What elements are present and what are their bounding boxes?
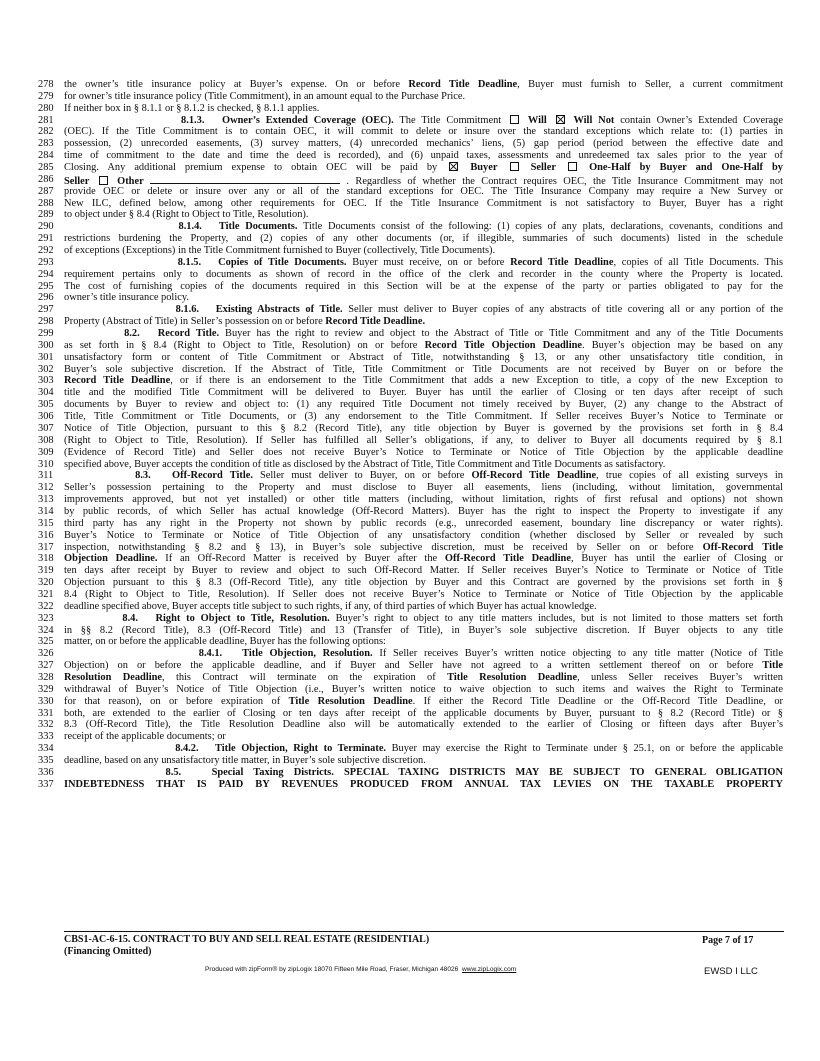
line-text: requirement pertains only to documents as shown of record in the office of the clerk and recorder in the county where the Property is located. [64,268,783,280]
line-number: 327 [38,660,54,672]
line-number: 331 [38,707,54,719]
document-line [38,719,783,731]
document-line [38,340,783,352]
document-line [38,482,783,494]
document-line [38,198,783,210]
line-text: deadline specified above, Buyer accepts title subject to such rights, if any, of third parties of which Buyer has actual knowledge. [64,600,597,612]
checkbox[interactable] [510,115,519,124]
line-number: 295 [38,280,54,292]
document-line [38,755,783,767]
line-number: 318 [38,553,54,565]
document-line [38,387,783,399]
line-number: 321 [38,588,54,600]
line-number: 279 [38,90,54,102]
line-number: 289 [38,209,54,221]
line-text: INDEBTEDNESS THAT IS PAID BY REVENUES PRODUCED FROM ANNUAL TAX LEVIES ON THE TAXABLE PROPERTY [64,778,783,790]
document-line [38,150,783,162]
document-line [38,459,783,471]
line-number: 315 [38,517,54,529]
document-line [38,257,783,269]
document-line [38,767,783,779]
document-line [38,684,783,696]
document-line [38,364,783,376]
document-line [38,731,783,743]
document-line [38,423,783,435]
line-number: 325 [38,636,54,648]
document-line [38,577,783,589]
line-text: third party has any right in the Property not shown by public records (e.g., unrecorded easement, boundary line discrepancy or water rights). [64,517,783,529]
line-text: 8.3 (Off-Record Title), the Title Resolution Deadline also will be automatically extended to the earlier of Closing or fifteen days after Buyer’s [64,719,783,731]
line-text: deadline, based on any unsatisfactory title matter, in Buyer’s sole subjective discretion. [64,754,426,766]
line-text: Buyer’s sole subjective discretion. If the Abstract of Title, Title Commitment or Title Documents are not received by Buyer on or before the [64,363,783,375]
document-line [38,708,783,720]
document-line [38,518,783,530]
document-line [38,435,783,447]
line-text: unsatisfactory form or content of Title Commitment or Abstract of Title, notwithstanding § 13, or any other unsatisfactory title condition, in [64,351,783,363]
document-line [38,553,783,565]
line-number: 284 [38,150,54,162]
line-text: (OEC). If the Title Commitment is to contain OEC, it will commit to delete or insure over the standard exceptions which relate to: (1) parties in [64,126,783,138]
line-number: 294 [38,268,54,280]
document-line [38,233,783,245]
line-number: 304 [38,387,54,399]
document-line [38,506,783,518]
document-line [38,660,783,672]
line-number: 322 [38,600,54,612]
line-text: Closing. Any additional premium expense to obtain OEC will be paid by Buyer Seller One-Half by Buyer and One-Half by [64,162,783,174]
line-number: 282 [38,126,54,138]
document-line [38,316,783,328]
document-line [38,613,783,625]
document-line [38,672,783,684]
line-text: Buyer’s Notice to Terminate or Notice of Title Objection of any unsatisfactory condition (whether disclosed by Seller or revealed by such [64,529,783,541]
line-text: of exceptions (Exceptions) in the Title Commitment furnished to Buyer (collectively, Title Documents). [64,245,496,257]
document-line [38,292,783,304]
line-text: 8.2. Record Title. Buyer has the right to review and object to the Abstract of Title or Title Commitment and any of the Title Documents [124,328,783,340]
line-text: owner’s title insurance policy. [64,292,189,304]
line-number: 296 [38,292,54,304]
document-line [38,589,783,601]
line-text: Property (Abstract of Title) in Seller’s possession on or before Record Title Deadline. [64,316,426,328]
document-line [38,375,783,387]
line-number: 287 [38,185,54,197]
line-text: 8.1.4. Title Documents. Title Documents consist of the following: (1) copies of any plats, declarations, covenants, conditions and [178,221,783,233]
document-line [38,648,783,660]
document-line [38,470,783,482]
producer-text: Produced with zipForm® by zipLogix 18070 Fifteen Mile Road, Fraser, Michigan 48026 [205,966,459,973]
line-text: Resolution Deadline, this Contract will terminate on the expiration of Title Resolution Deadline, unless Seller receives Buyer’s written [64,671,783,683]
line-text: 8.4.1. Title Objection, Resolution. If Seller receives Buyer’s written notice objecting to any title matter (Notice of Title [198,648,783,660]
line-text: 8.4. Right to Object to Title, Resolution. Buyer’s right to object to any title matters includes, but is not limited to those matters set forth [122,612,783,624]
producer-link[interactable]: www.zipLogix.com [462,966,517,973]
document-line [38,352,783,364]
checkbox-checked[interactable] [556,115,565,124]
document-line [38,221,783,233]
line-number: 323 [38,612,54,624]
line-number: 307 [38,422,54,434]
document-line [38,601,783,613]
line-text: the owner’s title insurance policy at Buyer’s expense. On or before Record Title Deadline, Buyer must furnish to Seller, a current commitment [64,79,783,90]
line-text: both, are extended to the earlier of Closing or ten days after receipt of the applicable documents by Buyer, pursuant to § 8.2 (Record Title) or § [64,707,783,719]
line-number: 303 [38,375,54,387]
document-line [38,542,783,554]
company-name: EWSD I LLC [704,966,758,977]
line-text: Seller Other . Regardless of whether the Contract requires OEC, the Title Insurance Commitment may not [64,175,783,186]
document-line [38,245,783,257]
line-number: 298 [38,316,54,328]
line-text: matter, on or before the applicable deadline, Buyer has the following options: [64,636,386,648]
document-line [38,530,783,542]
line-text: withdrawal of Buyer’s Notice of Title Objection (i.e., Buyer’s written notice to waive objection to such items and waives the Right to Terminate [64,683,783,695]
document-line [38,636,783,648]
line-number: 314 [38,505,54,517]
line-text: Objection pursuant to this § 8.3 (Off-Record Title), any title objection by Buyer and this Contract are governed by the provisions set forth in § [64,577,783,589]
line-text: by public records, of which Seller has actual knowledge (Off-Record Matters). Buyer has the right to inspect the Property to investigate if any [64,505,783,517]
line-number: 335 [38,754,54,766]
document-line [38,79,783,91]
line-number: 336 [38,766,54,778]
line-number: 301 [38,351,54,363]
line-text: time of commitment to the date and time the deed is recorded), and (6) unpaid taxes, assessments and unredeemed tax sales prior to the year of [64,150,783,162]
document-line [38,126,783,138]
line-text: 8.5. Special Taxing Districts. SPECIAL TAXING DISTRICTS MAY BE SUBJECT TO GENERAL OBLIGATION [165,766,783,778]
document-line [38,304,783,316]
line-text: Notice of Title Objection, pursuant to this § 8.2 (Record Title), any title objection by Buyer is governed by the provisions set forth in § 8.4 [64,422,783,434]
line-number: 309 [38,446,54,458]
line-text: inspection, notwithstanding § 8.2 and § 13), in Buyer’s sole subjective discretion, must be received by Seller on or before Off-Record Title [64,541,783,553]
line-number: 291 [38,233,54,245]
line-number: 292 [38,245,54,257]
line-text: specified above, Buyer accepts the condition of title as disclosed by the Abstract of Title, Title Commitment and Title Documents as satisfactory. [64,458,666,470]
line-text: Title, Title Commitment or Title Documents, or (3) any endorsement to the Title Commitment. If Seller receives Buyer’s Notice to Terminate or [64,411,783,423]
line-text: Seller’s possession pertaining to the Property and must disclose to Buyer all easements, liens (including, without limitation, governmental [64,482,783,494]
document-line [38,174,783,186]
line-text: New ILC, defined below, among other requirements for OEC. If the Title Insurance Commitment is not satisfactory to Buyer, Buyer has a right [64,197,783,209]
line-text: The cost of furnishing copies of the documents required in this Section will be at the expense of the party or parties obligated to pay for the [64,280,783,292]
line-text: (Evidence of Record Title) and Seller does not receive Buyer’s Notice to Terminate or Notice of Title Objection by the applicable deadline [64,446,783,458]
line-text: for that reason), on or before expiration of Title Resolution Deadline. If either the Record Title Deadline or the Off-Record Title Deadline, or [64,695,783,707]
document-line [38,411,783,423]
line-text: Objection) on or before the applicable deadline, and if Buyer and Seller have not agreed to a written settlement thereof on or before Title [64,660,783,672]
document-line [38,447,783,459]
producer-credit [205,966,516,973]
line-number: 316 [38,529,54,541]
line-text: title and the modified Title Commitment will be delivered to Buyer. Buyer has until the earlier of Closing or ten days after receipt of such [64,387,783,399]
line-text: ten days after receipt by Buyer to review and object to such Off-Record Matter. If Seller receives Buyer’s Notice to Terminate or Notice of Title [64,565,783,577]
line-number: 317 [38,541,54,553]
document-line [38,115,783,127]
document-line [38,743,783,755]
line-number: 308 [38,434,54,446]
line-number: 302 [38,363,54,375]
line-number: 320 [38,577,54,589]
line-text: provide OEC or delete or insure over any or all of the standard exceptions for OEC. The Title Insurance Company may require a New Survey or [64,185,783,197]
line-number: 305 [38,399,54,411]
line-number: 286 [38,173,54,185]
checkbox[interactable] [510,162,519,171]
form-identifier [64,934,429,958]
line-number: 306 [38,411,54,423]
document-line [38,269,783,281]
line-number: 278 [38,79,54,90]
page-number: Page 7 of 17 [702,935,754,946]
checkbox[interactable] [568,162,577,171]
line-text: 8.1.5. Copies of Title Documents. Buyer must receive, on or before Record Title Deadline, copies of all Title Documents. This [177,256,783,268]
document-line [38,186,783,198]
document-line [38,494,783,506]
document-line [38,328,783,340]
line-number: 334 [38,743,54,755]
form-subtitle: (Financing Omitted) [64,946,152,957]
line-text: 8.3. Off-Record Title. Seller must deliver to Buyer, on or before Off-Record Title Deadline, true copies of all existing surveys in [135,470,783,482]
line-number: 297 [38,304,54,316]
document-line [38,696,783,708]
line-number: 333 [38,731,54,743]
form-title: CBS1-AC-6-15. CONTRACT TO BUY AND SELL REAL ESTATE (RESIDENTIAL) [64,934,430,945]
line-number: 337 [38,778,54,790]
line-text: Record Title Deadline, or if there is an endorsement to the Title Commitment that adds a new Exception to title, a copy of the new Exception to [64,375,783,387]
line-number: 281 [38,114,54,126]
line-text: possession, (2) unrecorded easements, (3) survey matters, (4) unrecorded mechanics’ liens, (5) gap period (period between the effective date and [64,138,783,150]
line-text: If neither box in § 8.1.1 or § 8.1.2 is checked, § 8.1.1 applies. [64,102,320,114]
checkbox-checked[interactable] [449,162,458,171]
line-number: 293 [38,256,54,268]
line-text: in §§ 8.2 (Record Title), 8.3 (Off-Record Title) and 13 (Transfer of Title), in Buyer’s sole subjective discretion. If Buyer objects to any title [64,624,783,636]
line-text: Objection Deadline. If an Off-Record Matter is received by Buyer after the Off-Record Title Deadline, Buyer has until the earlier of Closing or [64,553,783,565]
line-text: improvements approved, but not yet installed) or other title matters (including, without limitation, rights of first refusal and options) not shown [64,494,783,506]
line-number: 326 [38,648,54,660]
line-number: 288 [38,197,54,209]
document-line [38,565,783,577]
document-line [38,138,783,150]
line-number: 299 [38,328,54,340]
line-text: to object under § 8.4 (Right to Object to Title, Resolution). [64,209,309,221]
line-number: 283 [38,138,54,150]
line-text: 8.4 (Right to Object to Title, Resolution). If Seller does not receive Buyer’s Notice to Terminate or Notice of Title Objection by the applicable [64,588,783,600]
blank-fill-line[interactable] [150,174,340,184]
line-number: 311 [38,470,54,482]
document-line [38,399,783,411]
line-number: 280 [38,102,54,114]
line-text: documents by Buyer to review and object to: (1) any required Title Document not timely received by Buyer, (2) any change to the Abstract of [64,399,783,411]
line-number: 285 [38,162,54,174]
document-line [38,779,783,791]
document-line [38,209,783,221]
document-line [38,281,783,293]
line-text: 8.1.6. Existing Abstracts of Title. Seller must deliver to Buyer copies of any abstracts of title covering all or any portion of the [175,304,783,316]
line-number: 328 [38,671,54,683]
line-text: receipt of the applicable documents; or [64,731,226,743]
line-number: 329 [38,683,54,695]
line-number: 319 [38,565,54,577]
contract-body [38,79,783,791]
document-line [38,162,783,174]
line-number: 300 [38,339,54,351]
line-number: 312 [38,482,54,494]
line-number: 313 [38,494,54,506]
document-line [38,625,783,637]
line-number: 330 [38,695,54,707]
line-text: restrictions burdening the Property, and (2) copies of any other documents (or, if illegible, summaries of such documents) listed in the schedule [64,233,783,245]
line-number: 332 [38,719,54,731]
document-line [38,103,783,115]
line-text: 8.4.2. Title Objection, Right to Terminate. Buyer may exercise the Right to Terminate under § 25.1, on or before the applicable [175,743,783,755]
line-text: 8.1.3. Owner’s Extended Coverage (OEC). The Title Commitment Will Will Not contain Owner’s Extended Coverage [181,114,783,126]
line-text: (Right to Object to Title, Resolution). If Seller has fulfilled all Seller’s obligations, if any, to deliver to Buyer all documents required by § 8.1 [64,434,783,446]
document-line [38,91,783,103]
line-number: 290 [38,221,54,233]
checkbox[interactable] [99,176,108,185]
line-number: 310 [38,458,54,470]
line-text: for owner’s title insurance policy (Title Commitment), in an amount equal to the Purchase Price. [64,90,466,102]
footer-divider [64,931,784,932]
line-text: as set forth in § 8.4 (Right to Object to Title, Resolution) on or before Record Title Objection Deadline. Buyer’s objection may be based on any [64,339,783,351]
line-number: 324 [38,624,54,636]
